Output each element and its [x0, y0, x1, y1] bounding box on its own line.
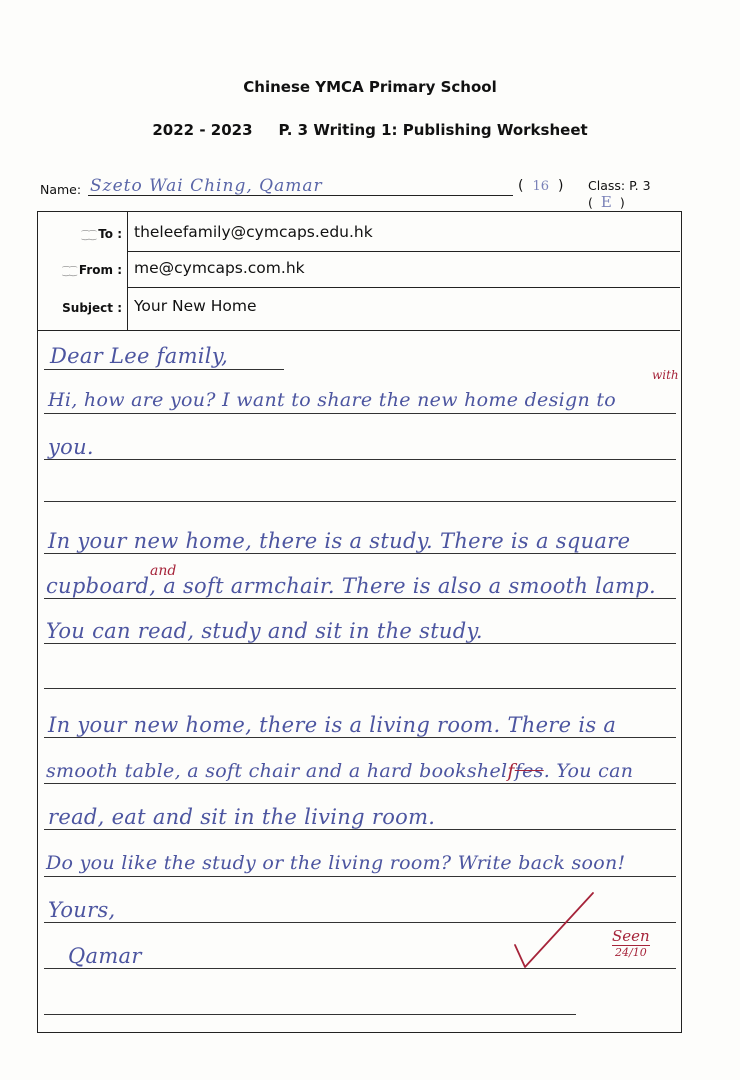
paragraph3-line1: In your new home, there is a living room. There is a — [48, 713, 617, 737]
number-close: ) — [558, 178, 564, 194]
subject-value: Your New Home — [134, 297, 257, 315]
class-field — [588, 178, 680, 211]
name-label: Name: — [40, 182, 82, 197]
rule-line — [44, 413, 676, 414]
to-address: theleefamily@cymcaps.edu.hk — [134, 223, 373, 241]
paragraph2-line1: In your new home, there is a study. There is a square — [48, 529, 631, 553]
rule-line — [44, 876, 676, 877]
from-icon: ⁐⁐ — [62, 267, 77, 277]
struck-word: fes — [514, 760, 544, 782]
class-number-value: 16 — [532, 179, 550, 194]
rule-line — [44, 829, 676, 830]
student-info-row — [40, 176, 680, 211]
class-label: Class: P. 3 ( — [588, 178, 651, 210]
school-year: 2022 - 2023 — [152, 121, 253, 139]
teacher-seen-stamp — [612, 927, 650, 959]
subject-row — [38, 290, 680, 326]
paragraph1-line1: Hi, how are you? I want to share the new home design to — [48, 389, 617, 411]
paragraph2-line2 — [46, 574, 656, 598]
greeting: Dear Lee family, — [50, 344, 229, 368]
correction-insert-f: f — [507, 760, 515, 782]
rule-line — [44, 501, 676, 502]
subject-label: Subject : — [62, 301, 122, 315]
seen-date: 24/10 — [615, 946, 647, 959]
from-rule — [127, 287, 680, 288]
to-label-text: To : — [98, 227, 122, 241]
signoff: Yours, — [48, 898, 116, 922]
rule-line — [44, 598, 676, 599]
closing-question: Do you like the study or the living room? Write back soon! — [46, 852, 626, 874]
signature: Qamar — [68, 944, 142, 968]
rule-line — [44, 369, 284, 370]
rule-line — [44, 783, 676, 784]
from-address: me@cymcaps.com.hk — [134, 259, 305, 277]
number-open: ( — [518, 178, 524, 194]
correction-insert-with: with — [652, 368, 679, 382]
seen-label: Seen — [612, 927, 650, 945]
class-number — [518, 178, 563, 194]
paragraph2-line2-b: a soft armchair. There is also a smooth lamp. — [163, 574, 656, 598]
from-row — [38, 252, 680, 288]
paragraph3-line3: read, eat and sit in the living room. — [48, 805, 436, 829]
correction-insert-and: and — [150, 563, 177, 579]
to-icon: ⁐⁐ — [81, 231, 97, 241]
paragraph2-line3: You can read, study and sit in the study. — [46, 619, 483, 643]
from-label-text: From : — [78, 263, 122, 277]
student-name: Szeto Wai Ching, Qamar — [90, 176, 323, 196]
class-close: ) — [619, 195, 625, 210]
paragraph3-line2-c: . You can — [543, 760, 634, 782]
checkmark-icon — [505, 885, 605, 975]
paragraph3-line2-a: smooth table, a soft chair and a hard bookshel — [46, 760, 508, 782]
rule-line — [44, 688, 676, 689]
paragraph2-line2-a: cupboard, — [46, 574, 157, 598]
rule-line — [44, 643, 676, 644]
paragraph1-line2: you. — [48, 435, 94, 459]
rule-line — [44, 459, 676, 460]
to-row — [38, 216, 680, 252]
worksheet-name: P. 3 Writing 1: Publishing Worksheet — [278, 121, 588, 139]
email-header-table — [38, 212, 680, 331]
worksheet-title — [0, 121, 740, 139]
rule-line — [44, 553, 676, 554]
rule-line — [44, 737, 676, 738]
to-label — [38, 227, 122, 241]
school-name: Chinese YMCA Primary School — [243, 78, 497, 96]
paragraph3-line2 — [46, 760, 633, 782]
class-value: E — [600, 193, 612, 211]
rule-line — [44, 1014, 576, 1015]
from-label — [38, 263, 122, 277]
